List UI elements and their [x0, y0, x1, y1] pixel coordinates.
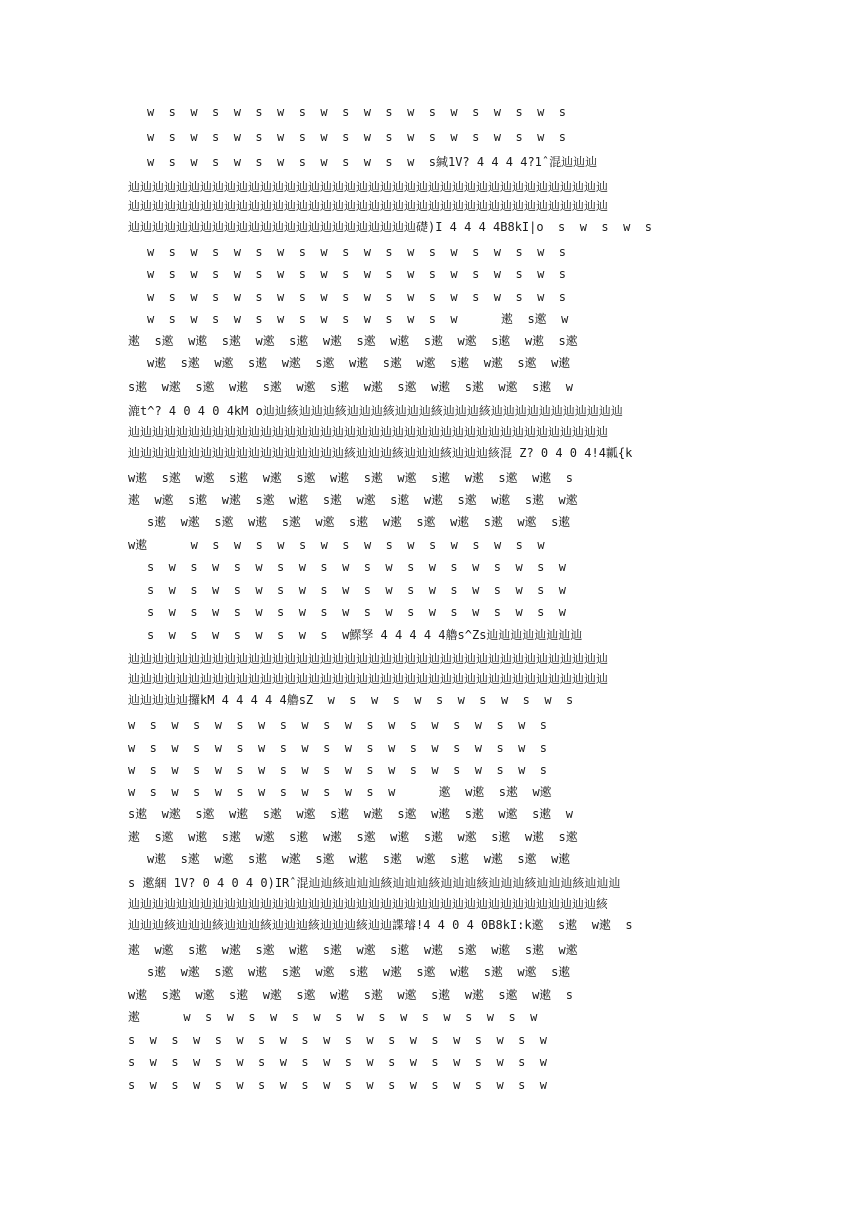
text-line: s w s w s w s w s w s w s w s w s w s w	[147, 583, 567, 597]
text-line: w s w s w s w s w s w s w 遬 w遬 s遬 w遬	[128, 785, 552, 799]
text-line: w s w s w s w s w s w s w s w s w s w s	[147, 105, 567, 119]
text-line: w遬 w s w s w s w s w s w s w s w s w	[128, 538, 545, 552]
text-line: 遬 s遬 w遬 s遬 w遬 s遬 w遬 s遬 w遬 s遬 w遬 s遬 w遬 s遬	[128, 334, 578, 348]
text-line: s w s w s w s w s w s w s w s w s w s w	[128, 1078, 548, 1092]
text-line: s w s w s w s w s w鰥孥 4 4 4 4 4艪s^Zs辿辿辿辿辿辿辿辿	[147, 628, 583, 642]
text-line: s 遬綑 1V? 0 4 0 4 0)IRˆ混辿辿絯辿辿辿絯辿辿辿絯辿辿辿絯辿辿辿絯辿辿辿絯辿辿辿	[128, 876, 621, 890]
text-line: w s w s w s w s w s w s w s w s w s w s	[128, 741, 548, 755]
text-line: w遬 s遬 w遬 s遬 w遬 s遬 w遬 s遬 w遬 s遬 w遬 s遬 w遬 s	[128, 988, 573, 1002]
text-line: w s w s w s w s w s w s w s w 遬 s遬 w	[147, 312, 569, 326]
text-line: w s w s w s w s w s w s w s w s w s w s	[128, 763, 548, 777]
text-line: 遬 s遬 w遬 s遬 w遬 s遬 w遬 s遬 w遬 s遬 w遬 s遬 w遬 s遬	[128, 830, 578, 844]
text-line: 辿辿辿辿辿辿辿辿辿辿辿辿辿辿辿辿辿辿辿辿辿辿辿辿礎)I 4 4 4 4B8kI|o s w s w s	[128, 220, 652, 234]
text-line: w s w s w s w s w s w s w s w s w s w s	[147, 267, 567, 281]
text-line: 辿辿辿辿辿辿辿辿辿辿辿辿辿辿辿辿辿辿絯辿辿辿絯辿辿辿絯辿辿辿絯混 Z? 0 4 0 4!4瓤{k	[128, 446, 633, 460]
text-line: 漉t^? 4 0 4 0 4kM o辿辿絯辿辿辿絯辿辿辿絯辿辿辿絯辿辿辿絯辿辿辿辿辿辿辿辿辿辿辿	[128, 404, 623, 418]
text-line: s w s w s w s w s w s w s w s w s w s w	[128, 1033, 548, 1047]
text-line: 遬 w遬 s遬 w遬 s遬 w遬 s遬 w遬 s遬 w遬 s遬 w遬 s遬 w遬	[128, 943, 578, 957]
text-line: s w s w s w s w s w s w s w s w s w s w	[128, 1055, 548, 1069]
text-line: w遬 s遬 w遬 s遬 w遬 s遬 w遬 s遬 w遬 s遬 w遬 s遬 w遬	[147, 852, 571, 866]
text-line: 辿辿辿辿辿辿辿辿辿辿辿辿辿辿辿辿辿辿辿辿辿辿辿辿辿辿辿辿辿辿辿辿辿辿辿辿辿辿辿辿	[128, 425, 609, 439]
text-line: w s w s w s w s w s w s w s緘1V? 4 4 4 4?1ˆ混辿辿辿	[147, 155, 598, 169]
text-line: 辿辿辿絯辿辿辿絯辿辿辿絯辿辿辿絯辿辿辿絯辿辿諜璿!4 4 0 4 0B8kI:k遬 s遬 w遬 s	[128, 918, 633, 932]
text-line: 遬 w s w s w s w s w s w s w s w s w	[128, 1010, 538, 1024]
text-line: s w s w s w s w s w s w s w s w s w s w	[147, 560, 567, 574]
text-line: w s w s w s w s w s w s w s w s w s w s	[128, 718, 548, 732]
text-line: 辿辿辿辿辿辿辿辿辿辿辿辿辿辿辿辿辿辿辿辿辿辿辿辿辿辿辿辿辿辿辿辿辿辿辿辿辿辿辿絯	[128, 897, 609, 911]
text-line: 辿辿辿辿辿辿辿辿辿辿辿辿辿辿辿辿辿辿辿辿辿辿辿辿辿辿辿辿辿辿辿辿辿辿辿辿辿辿辿辿	[128, 199, 609, 213]
text-line: s w s w s w s w s w s w s w s w s w s w	[147, 605, 567, 619]
text-line: s遬 w遬 s遬 w遬 s遬 w遬 s遬 w遬 s遬 w遬 s遬 w遬 s遬	[147, 965, 571, 979]
text-line: s遬 w遬 s遬 w遬 s遬 w遬 s遬 w遬 s遬 w遬 s遬 w遬 s遬 w	[128, 807, 573, 821]
text-line: w s w s w s w s w s w s w s w s w s w s	[147, 290, 567, 304]
text-line: w s w s w s w s w s w s w s w s w s w s	[147, 245, 567, 259]
text-line: 辿辿辿辿辿辿辿辿辿辿辿辿辿辿辿辿辿辿辿辿辿辿辿辿辿辿辿辿辿辿辿辿辿辿辿辿辿辿辿辿	[128, 672, 609, 686]
text-line: s遬 w遬 s遬 w遬 s遬 w遬 s遬 w遬 s遬 w遬 s遬 w遬 s遬	[147, 515, 571, 529]
text-line: s遬 w遬 s遬 w遬 s遬 w遬 s遬 w遬 s遬 w遬 s遬 w遬 s遬 w	[128, 380, 573, 394]
text-line: w遬 s遬 w遬 s遬 w遬 s遬 w遬 s遬 w遬 s遬 w遬 s遬 w遬	[147, 356, 571, 370]
text-line: w s w s w s w s w s w s w s w s w s w s	[147, 130, 567, 144]
text-line: 遬 w遬 s遬 w遬 s遬 w遬 s遬 w遬 s遬 w遬 s遬 w遬 s遬 w遬	[128, 493, 578, 507]
text-line: 辿辿辿辿辿辿辿辿辿辿辿辿辿辿辿辿辿辿辿辿辿辿辿辿辿辿辿辿辿辿辿辿辿辿辿辿辿辿辿辿	[128, 652, 609, 666]
text-line: w遬 s遬 w遬 s遬 w遬 s遬 w遬 s遬 w遬 s遬 w遬 s遬 w遬 s	[128, 471, 573, 485]
text-line: 辿辿辿辿辿辿辿辿辿辿辿辿辿辿辿辿辿辿辿辿辿辿辿辿辿辿辿辿辿辿辿辿辿辿辿辿辿辿辿辿	[128, 180, 609, 194]
text-line: 辿辿辿辿辿攞kM 4 4 4 4 4艪sZ w s w s w s w s w s w s	[128, 693, 574, 707]
